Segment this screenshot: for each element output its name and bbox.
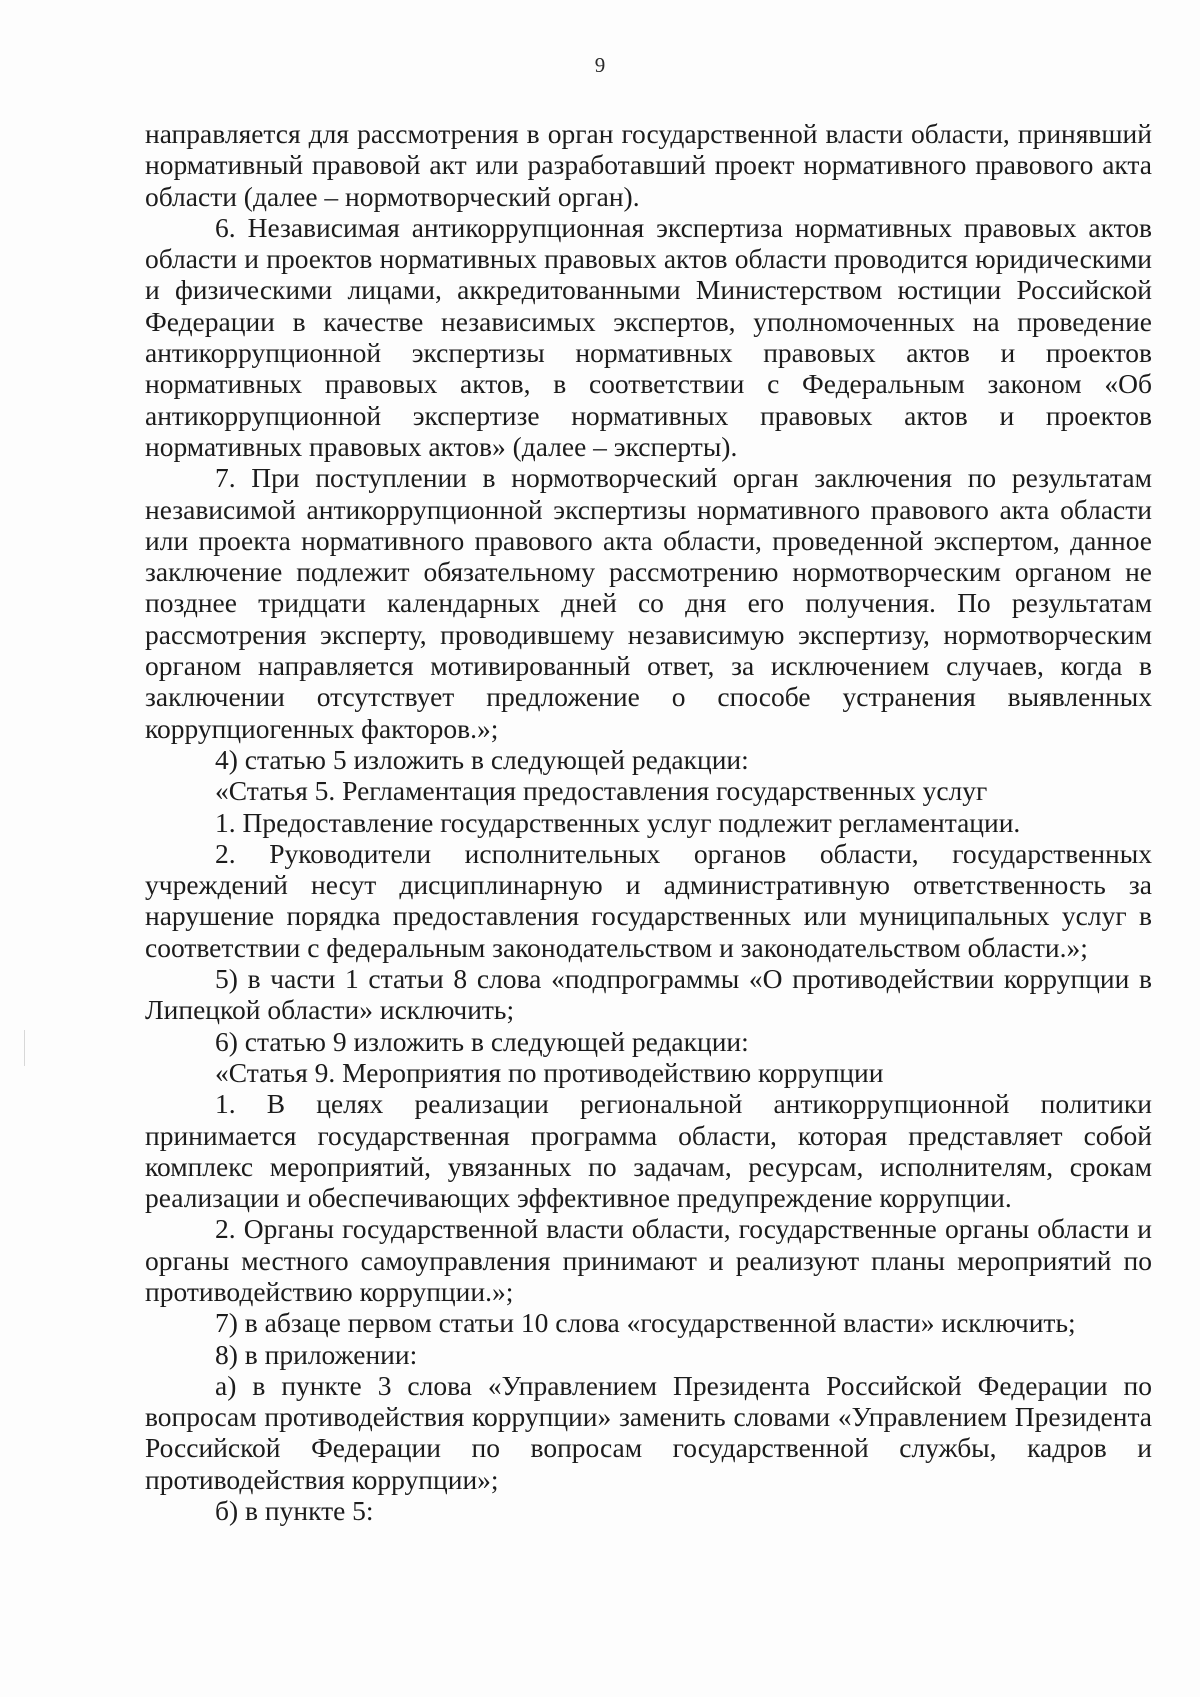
paragraph-amendment-8b: б) в пункте 5:: [215, 1495, 374, 1527]
page-number: 9: [594, 53, 606, 77]
paragraph-amendment-8: 8) в приложении:: [215, 1338, 418, 1370]
paragraph-item-6: 6. Независимая антикоррупционная экспертиза нормативных правовых актов области и проектов нормативных правовых актов области проводится юридическими и физическими лицами, аккредитованными Министерством юстиции Российской Федерации в качестве независимых экспертов, уполномоченных на проведение антикоррупционной экспертизы нормативных правовых актов и проектов нормативных правовых актов, в соответствии с Федеральным законом «Об антикоррупционной экспертизе нормативных правовых актов и проектов нормативных правовых актов» (далее – эксперты).: [145, 211, 1152, 462]
paragraph-amendment-7: 7) в абзаце первом статьи 10 слова «государственной власти» исключить;: [215, 1307, 1076, 1339]
paragraph-article-9-part-2: 2. Органы государственной власти области, государственные органы области и органы местного самоуправления принимают и реализуют планы мероприятий по противодействию коррупции.»;: [145, 1213, 1152, 1307]
paragraph-article-5-part-2: 2. Руководители исполнительных органов области, государственных учреждений несут дисциплинарную и административную ответственность за нарушение порядка предоставления государственных или муниципальных услуг в соответствии с федеральным законодательством и законодательством области.»;: [145, 837, 1152, 963]
paragraph-article-9-title: «Статья 9. Мероприятия по противодействию коррупции: [215, 1056, 884, 1088]
document-body: [145, 118, 1152, 1526]
paragraph-amendment-5: 5) в части 1 статьи 8 слова «подпрограммы «О противодействии коррупции в Липецкой области» исключить;: [145, 963, 1152, 1026]
paragraph-article-5-part-1: 1. Предоставление государственных услуг подлежит регламентации.: [215, 806, 1021, 838]
paragraph-item-7: 7. При поступлении в нормотворческий орган заключения по результатам независимой антикоррупционной экспертизы нормативного правового акта области или проекта нормативного правового акта области, проведенной экспертом, данное заключение подлежит обязательному рассмотрению нормотворческим органом не позднее тридцати календарных дней со дня его получения. По результатам рассмотрения эксперту, проводившему независимую экспертизу, нормотворческим органом направляется мотивированный ответ, за исключением случаев, когда в заключении отсутствует предложение о способе устранения выявленных коррупциогенных факторов.»;: [145, 462, 1152, 744]
paragraph-continuation: направляется для рассмотрения в орган государственной власти области, принявший нормативный правовой акт или разработавший проект нормативного правового акта области (далее – нормотворческий орган).: [145, 118, 1152, 212]
paragraph-article-9-part-1: 1. В целях реализации региональной антикоррупционной политики принимается государственная программа области, которая представляет собой комплекс мероприятий, увязанных по задачам, ресурсам, исполнителям, срокам реализации и обеспечивающих эффективное предупреждение коррупции.: [145, 1088, 1152, 1214]
paragraph-amendment-8a: а) в пункте 3 слова «Управлением Президента Российской Федерации по вопросам противодействия коррупции» заменить словами «Управлением Президента Российской Федерации по вопросам государственной службы, кадров и противодействия коррупции»;: [145, 1369, 1152, 1495]
paragraph-amendment-6: 6) статью 9 изложить в следующей редакции:: [215, 1025, 749, 1057]
paragraph-amendment-4: 4) статью 5 изложить в следующей редакции:: [215, 743, 749, 775]
paragraph-article-5-title: «Статья 5. Регламентация предоставления государственных услуг: [215, 775, 988, 807]
scan-margin-mark: [24, 1030, 25, 1066]
